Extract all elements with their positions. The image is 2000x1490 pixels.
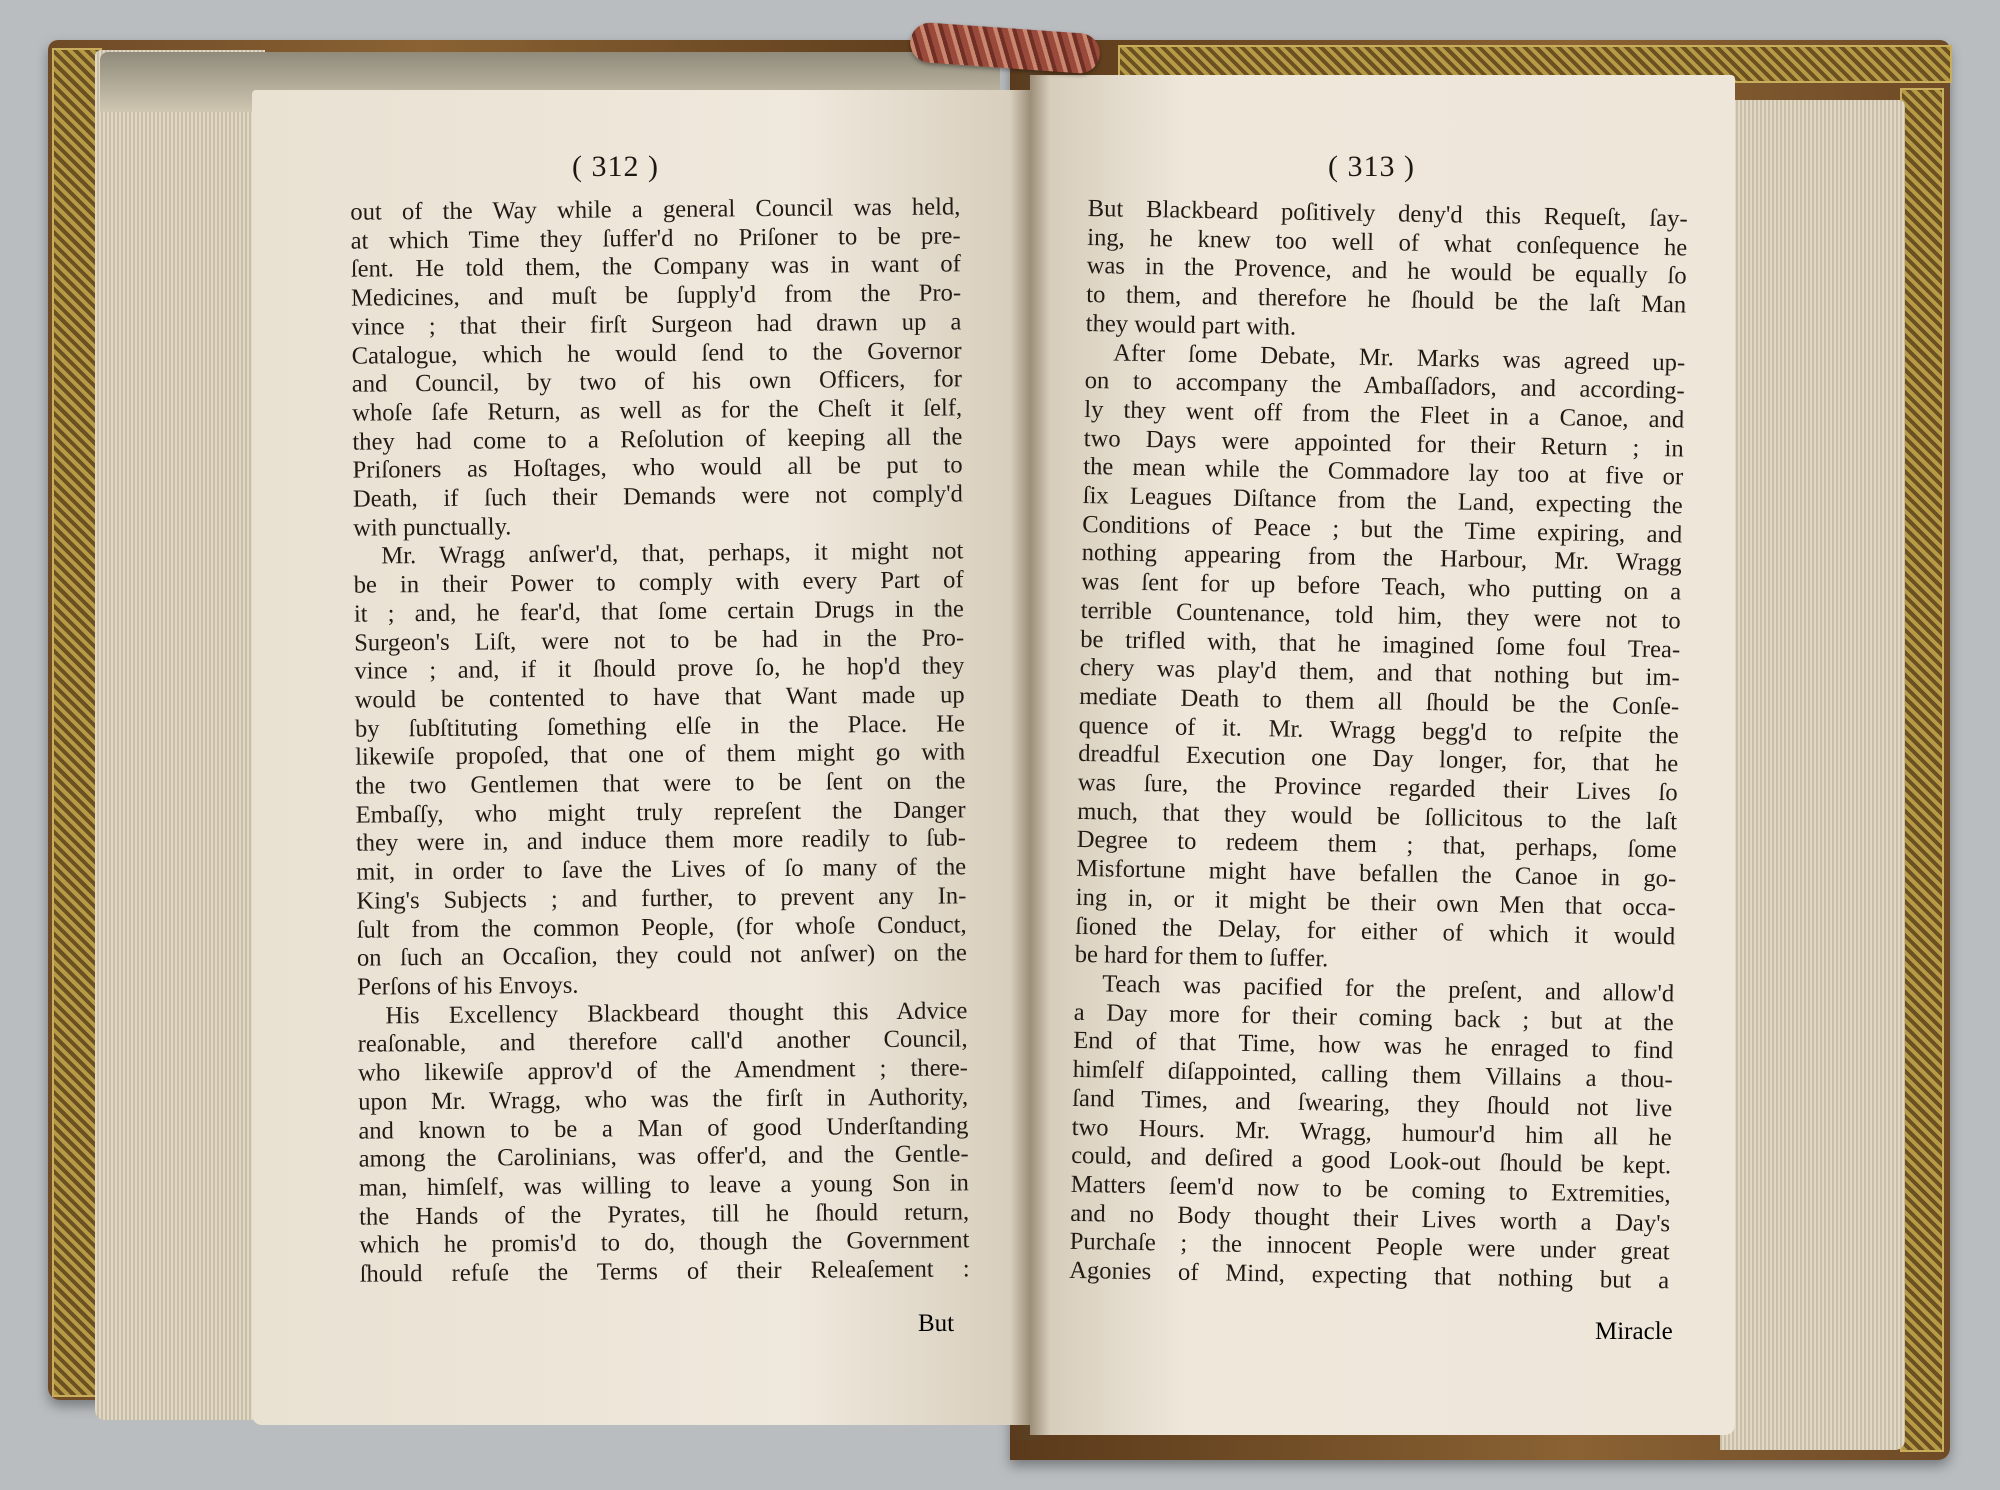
left-page-text xyxy=(350,193,969,1289)
text-line: at which Time they ſuffer'd no Priſoner to be pre- xyxy=(350,222,961,255)
text-line: they had come to a Reſolution of keeping all the xyxy=(352,422,963,456)
text-line: ſix Leagues Diſtance from the Land, expecting the xyxy=(1082,481,1683,520)
text-line: they would part with. xyxy=(1085,309,1297,341)
text-line: terrible Countenance, told him, they were not to xyxy=(1080,596,1681,635)
text-line: be in their Power to comply with every Part of xyxy=(353,566,964,599)
text-line: Death, if ſuch their Demands were not comply'd xyxy=(352,480,963,513)
text-line: Matters ſeem'd now to be coming to Extremities, xyxy=(1070,1170,1671,1209)
text-line: two Hours. Mr. Wragg, humour'd him all he xyxy=(1071,1113,1672,1151)
text-line: Embaſſy, who might truly repreſent the Danger xyxy=(355,796,966,829)
catchword-left: But xyxy=(918,1310,955,1337)
text-line: Perſons of his Envoys. xyxy=(357,971,579,1001)
text-line: was ſent for up before Teach, who putting on a xyxy=(1081,568,1682,606)
text-line: ſioned the Delay, for either of which it would xyxy=(1075,912,1676,950)
right-page-text xyxy=(1069,195,1688,1296)
text-line: and no Body thought their Lives worth a Day's xyxy=(1069,1199,1671,1237)
gilt-border-right xyxy=(1900,88,1944,1452)
text-line: which he promis'd to do, though the Government xyxy=(359,1226,970,1259)
text-line: vince ; and, if it ſhould prove ſo, he hop'd they xyxy=(354,652,965,685)
text-line: chery was play'd them, and that nothing but im- xyxy=(1079,654,1680,692)
text-line: dreadful Execution one Day longer, for, that he xyxy=(1078,740,1679,778)
text-line: it ; and, he fear'd, that ſome certain Drugs in the xyxy=(353,595,964,628)
text-line: ſhould refuſe the Terms of their Releaſement : xyxy=(359,1255,970,1288)
text-line: ing, he knew too well of what conſequence he xyxy=(1087,223,1688,262)
text-line: Catalogue, which he would ſend to the Governor xyxy=(351,336,962,370)
text-line: and Council, by two of his own Officers, for xyxy=(351,365,962,398)
text-line: the two Gentlemen that were to be ſent on the xyxy=(355,767,966,800)
page-edges-right xyxy=(1720,100,1905,1450)
text-line: two Days were appointed for their Return ; in xyxy=(1083,424,1684,463)
text-line: on to accompany the Ambaſſadors, and according- xyxy=(1084,367,1685,405)
text-line: whoſe ſafe Return, as well as for the Cheſt it ſelf, xyxy=(352,394,963,427)
text-line: they were in, and induce them more readily to ſub- xyxy=(355,824,966,858)
text-line: Medicines, and muſt be ſupply'd from the Pro- xyxy=(351,279,962,312)
text-line: But Blackbeard poſitively deny'd this Requeſt, ſay- xyxy=(1087,195,1688,233)
text-line: ly they went off from the Fleet in a Canoe, and xyxy=(1084,395,1685,434)
text-line: ſand Times, and ſwearing, they ſhould not live xyxy=(1071,1084,1673,1123)
text-line: nothing appearing from the Harbour, Mr. Wragg xyxy=(1081,539,1682,577)
text-line: the Hands of the Pyrates, till he ſhould return, xyxy=(359,1197,970,1231)
text-line: a Day more for their coming back ; but at the xyxy=(1073,998,1674,1037)
text-line: be trifled with, that he imagined ſome foul Trea- xyxy=(1080,625,1681,663)
text-line: out of the Way while a general Council was held, xyxy=(350,193,961,226)
text-line: vince ; that their firſt Surgeon had drawn up a xyxy=(351,308,962,341)
text-line: reaſonable, and therefore call'd another Council, xyxy=(357,1025,968,1059)
text-line: was ſure, the Province regarded their Lives ſo xyxy=(1077,768,1678,807)
text-line: Priſoners as Hoſtages, who would all be put to xyxy=(352,451,963,484)
text-line: Surgeon's Liſt, were not to be had in the Pro- xyxy=(354,623,965,657)
text-line: was in the Provence, and he would be equally ſo xyxy=(1086,252,1687,290)
text-line: ing in, or it might be their own Men that occa- xyxy=(1075,883,1676,922)
text-line: His Excellency Blackbeard thought this Advice xyxy=(385,997,968,1030)
text-line: by ſubſtituting ſomething elſe in the Place. He xyxy=(354,709,965,743)
text-line: upon Mr. Wragg, who was the firſt in Authority, xyxy=(358,1083,969,1116)
book-gutter xyxy=(1010,70,1050,1440)
text-line: Misfortune might have befallen the Canoe in go- xyxy=(1076,855,1677,893)
text-line: could, and deſired a good Look-out ſhould be kept. xyxy=(1070,1142,1672,1180)
text-line: would be contented to have that Want made up xyxy=(354,681,965,714)
text-line: be hard for them to ſuffer. xyxy=(1074,941,1329,973)
text-line: on ſuch an Occaſion, they could not anſwer) on the xyxy=(356,939,967,972)
text-line: mediate Death to them all ſhould be the Conſe- xyxy=(1079,682,1680,721)
text-line: quence of it. Mr. Wragg begg'd to reſpite the xyxy=(1078,711,1679,750)
text-line: likewiſe propoſed, that one of them might go with xyxy=(355,738,966,772)
text-line: ſent. He told them, the Company was in want of xyxy=(350,250,961,284)
text-line: King's Subjects ; and further, to prevent any In- xyxy=(356,882,967,915)
page-edges-left xyxy=(95,50,265,1420)
text-line: Mr. Wragg anſwer'd, that, perhaps, it might not xyxy=(381,537,964,570)
text-line: man, himſelf, was willing to leave a young Son in xyxy=(358,1169,969,1202)
text-line: End of that Time, how was he enraged to find xyxy=(1073,1027,1674,1065)
page-number-right: ( 313 ) xyxy=(1328,150,1415,183)
text-line: Purchaſe ; the innocent People were under great xyxy=(1069,1228,1670,1266)
catchword-right: Miracle xyxy=(1595,1318,1673,1345)
text-line: Teach was pacified for the preſent, and allow'd xyxy=(1101,970,1675,1008)
text-line: Degree to redeem them ; that, perhaps, ſome xyxy=(1076,826,1677,864)
text-line: Agonies of Mind, expecting that nothing but a xyxy=(1068,1256,1670,1295)
text-line: to them, and therefore he ſhould be the laſt Man xyxy=(1086,281,1687,319)
text-line: After ſome Debate, Mr. Marks was agreed up- xyxy=(1113,338,1686,376)
text-line: and known to be a Man of good Underſtanding xyxy=(358,1111,969,1145)
text-line: himſelf diſappointed, calling them Villains a thou- xyxy=(1072,1055,1673,1094)
page-number-left: ( 312 ) xyxy=(572,150,659,183)
text-line: ſult from the common People, (for whoſe Conduct, xyxy=(356,910,967,944)
text-line: Conditions of Peace ; but the Time expiring, and xyxy=(1082,510,1683,549)
text-line: much, that they would be ſollicitous to the laſt xyxy=(1077,797,1678,836)
text-line: among the Carolinians, was offer'd, and the Gentle- xyxy=(358,1140,969,1173)
text-line: mit, in order to ſave the Lives of ſo many of the xyxy=(356,853,967,886)
text-line: with punctually. xyxy=(353,513,512,542)
text-line: who likewiſe approv'd of the Amendment ; there- xyxy=(357,1054,968,1087)
text-line: the mean while the Commadore lay too at five or xyxy=(1083,453,1684,491)
